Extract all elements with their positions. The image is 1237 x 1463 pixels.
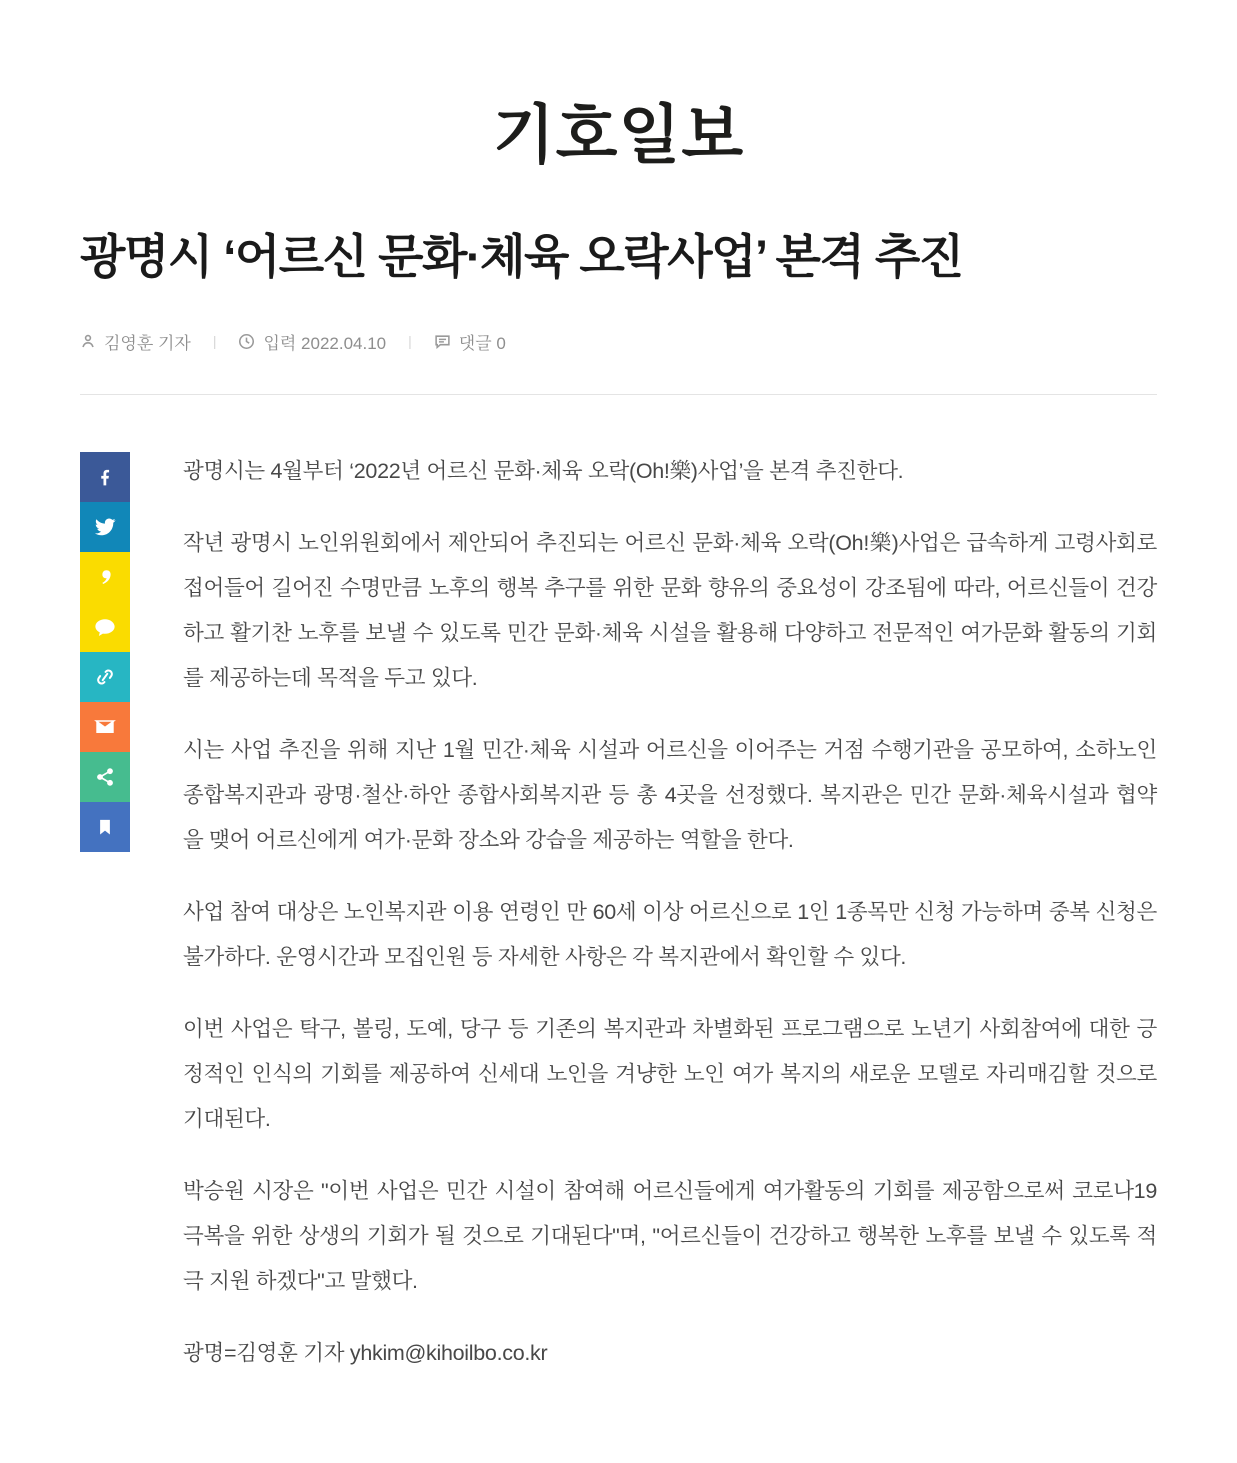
paragraph: 박승원 시장은 "이번 사업은 민간 시설이 참여해 어르신들에게 여가활동의 기회를 제공함으로써 코로나19 극복을 위한 상생의 기회가 될 것으로 기대된다"며, "어르신들이 건강하고 행복한 노후를 보낼 수 있도록 적극 지원 하겠다"고 말했다. bbox=[183, 1178, 1157, 1293]
clock-icon bbox=[238, 333, 255, 350]
byline-separator: | bbox=[408, 333, 412, 350]
article-headline: 광명시 ‘어르신 문화·체육 오락사업’ 본격 추진 bbox=[80, 230, 963, 283]
byline-author bbox=[80, 329, 191, 354]
byline-comments-label: 댓글 0 bbox=[458, 333, 506, 353]
bookmark-button[interactable] bbox=[80, 802, 130, 852]
kakaostory-share-button[interactable] bbox=[80, 552, 130, 602]
generic-share-button[interactable] bbox=[80, 752, 130, 802]
byline-separator: | bbox=[212, 333, 217, 350]
link-icon bbox=[94, 666, 116, 688]
paragraph: 사업 참여 대상은 노인복지관 이용 연령인 만 60세 이상 어르신으로 1인 1종목만 신청 가능하며 중복 신청은 불가하다. 운영시간과 모집인원 등 자세한 사항은 각 복지관에서 확인할 수 있다. bbox=[183, 899, 1157, 969]
byline-date-label: 입력 2022.04.10 bbox=[263, 333, 387, 353]
share-nodes-icon bbox=[95, 767, 115, 787]
newspaper-logo[interactable]: 기호일보 bbox=[492, 99, 745, 171]
bookmark-icon bbox=[96, 818, 114, 836]
envelope-icon bbox=[94, 716, 116, 738]
comma-quote-icon bbox=[96, 568, 114, 586]
paragraph: 시는 사업 추진을 위해 지난 1월 민간·체육 시설과 어르신을 이어주는 거점 수행기관을 공모하여, 소하노인종합복지관과 광명·철산·하안 종합사회복지관 등 총 4곳을 선정했다. 복지관은 민간 문화·체육시설과 협약을 맺어 어르신에게 여가·문화 장소와 강습을 제공하는 역할을 한다. bbox=[183, 737, 1157, 852]
paragraph: 광명시는 4월부터 ‘2022년 어르신 문화·체육 오락(Oh!樂)사업’을 본격 추진한다. bbox=[183, 458, 904, 483]
person-icon bbox=[80, 333, 96, 349]
copy-link-button[interactable] bbox=[80, 652, 130, 702]
article-body bbox=[80, 449, 1157, 1376]
email-share-button[interactable] bbox=[80, 702, 130, 752]
facebook-icon bbox=[95, 467, 115, 487]
byline-date bbox=[238, 329, 386, 354]
article-paragraphs bbox=[183, 449, 1157, 1376]
social-share-bar bbox=[80, 452, 130, 852]
byline-comments[interactable] bbox=[434, 329, 506, 354]
facebook-share-button[interactable] bbox=[80, 452, 130, 502]
twitter-share-button[interactable] bbox=[80, 502, 130, 552]
comment-icon bbox=[434, 333, 451, 350]
paragraph: 작년 광명시 노인위원회에서 제안되어 추진되는 어르신 문화·체육 오락(Oh!樂)사업은 급속하게 고령사회로 접어들어 길어진 수명만큼 노후의 행복 추구를 위한 문화 향유의 중요성이 강조됨에 따라, 어르신들이 건강하고 활기찬 노후를 보낼 수 있도록 민간 문화·체육 시설을 활용해 다양하고 전문적인 여가문화 활동의 기회를 제공하는데 목적을 두고 있다. bbox=[183, 530, 1157, 690]
kakaotalk-share-button[interactable] bbox=[80, 602, 130, 652]
paragraph: 이번 사업은 탁구, 볼링, 도예, 당구 등 기존의 복지관과 차별화된 프로그램으로 노년기 사회참여에 대한 긍정적인 인식의 기회를 제공하여 신세대 노인을 겨냥한 노인 여가 복지의 새로운 모델로 자리매김할 것으로 기대된다. bbox=[183, 1016, 1157, 1131]
twitter-icon bbox=[94, 516, 116, 538]
byline-author-label: 김영훈 기자 bbox=[104, 333, 191, 353]
speech-bubble-icon bbox=[94, 616, 116, 638]
byline bbox=[80, 329, 1157, 354]
paragraph-signature: 광명=김영훈 기자 yhkim@kihoilbo.co.kr bbox=[183, 1340, 548, 1365]
masthead bbox=[80, 0, 1157, 176]
divider bbox=[80, 394, 1157, 395]
